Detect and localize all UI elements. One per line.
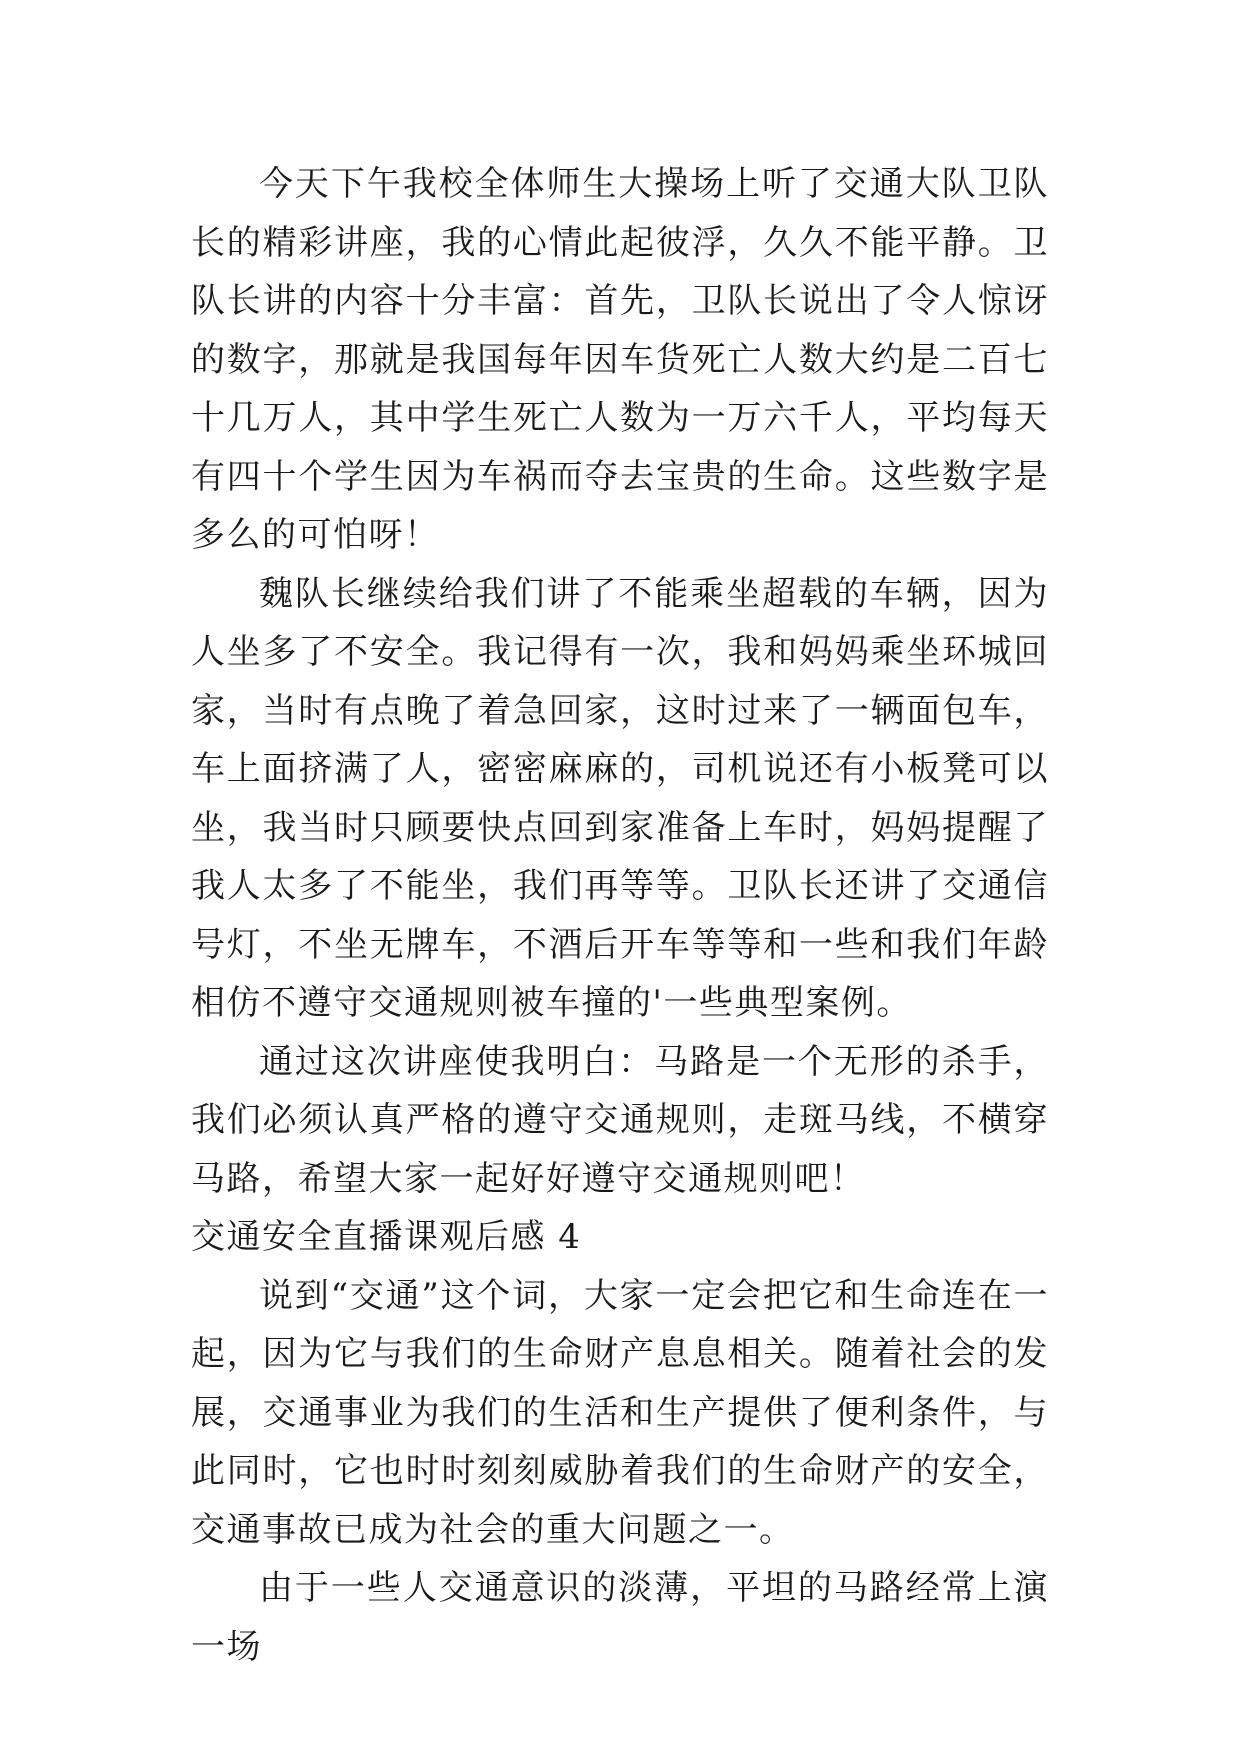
- paragraph-overloaded-vehicles: 魏队长继续给我们讲了不能乘坐超载的车辆，因为人坐多了不安全。我记得有一次，我和妈妈乘坐环城回家，当时有点晚了着急回家，这时过来了一辆面包车，车上面挤满了人，密密麻麻的，司机说还有小板凳可以坐，我当时只顾要快点回到家准备上车时，妈妈提醒了我人太多了不能坐，我们再等等。卫队长还讲了交通信号灯，不坐无牌车，不酒后开车等等和一些和我们年龄相仿不遵守交通规则被车撞的'一些典型案例。: [191, 573, 1049, 1023]
- paragraph-traffic-intro: 说到“交通”这个词，大家一定会把它和生命连在一起，因为它与我们的生命财产息息相关。随着社会的发展，交通事业为我们的生活和生产提供了便利条件，与此同时，它也时时刻刻威胁着我们的生命财产的安全，交通事故已成为社会的重大问题之一。: [191, 1275, 1049, 1550]
- section-heading: 交通安全直播课观后感 4: [191, 1217, 582, 1257]
- paragraph-lecture-summary: 今天下午我校全体师生大操场上听了交通大队卫队长的精彩讲座，我的心情此起彼浮，久久不能平静。卫队长讲的内容十分丰富：首先，卫队长说出了令人惊讶的数字，那就是我国每年因车货死亡人数大约是二百七十几万人，其中学生死亡人数为一万六千人，平均每天有四十个学生因为车祸而夺去宝贵的生命。这些数字是多么的可怕呀！: [191, 164, 1049, 555]
- document-body: [191, 155, 1049, 1676]
- paragraph-conclusion: 通过这次讲座使我明白：马路是一个无形的杀手，我们必须认真严格的遵守交通规则，走斑马线，不横穿马路，希望大家一起好好遵守交通规则吧！: [191, 1041, 1049, 1199]
- paragraph-traffic-awareness: 由于一些人交通意识的淡薄，平坦的马路经常上演一场: [191, 1568, 1049, 1667]
